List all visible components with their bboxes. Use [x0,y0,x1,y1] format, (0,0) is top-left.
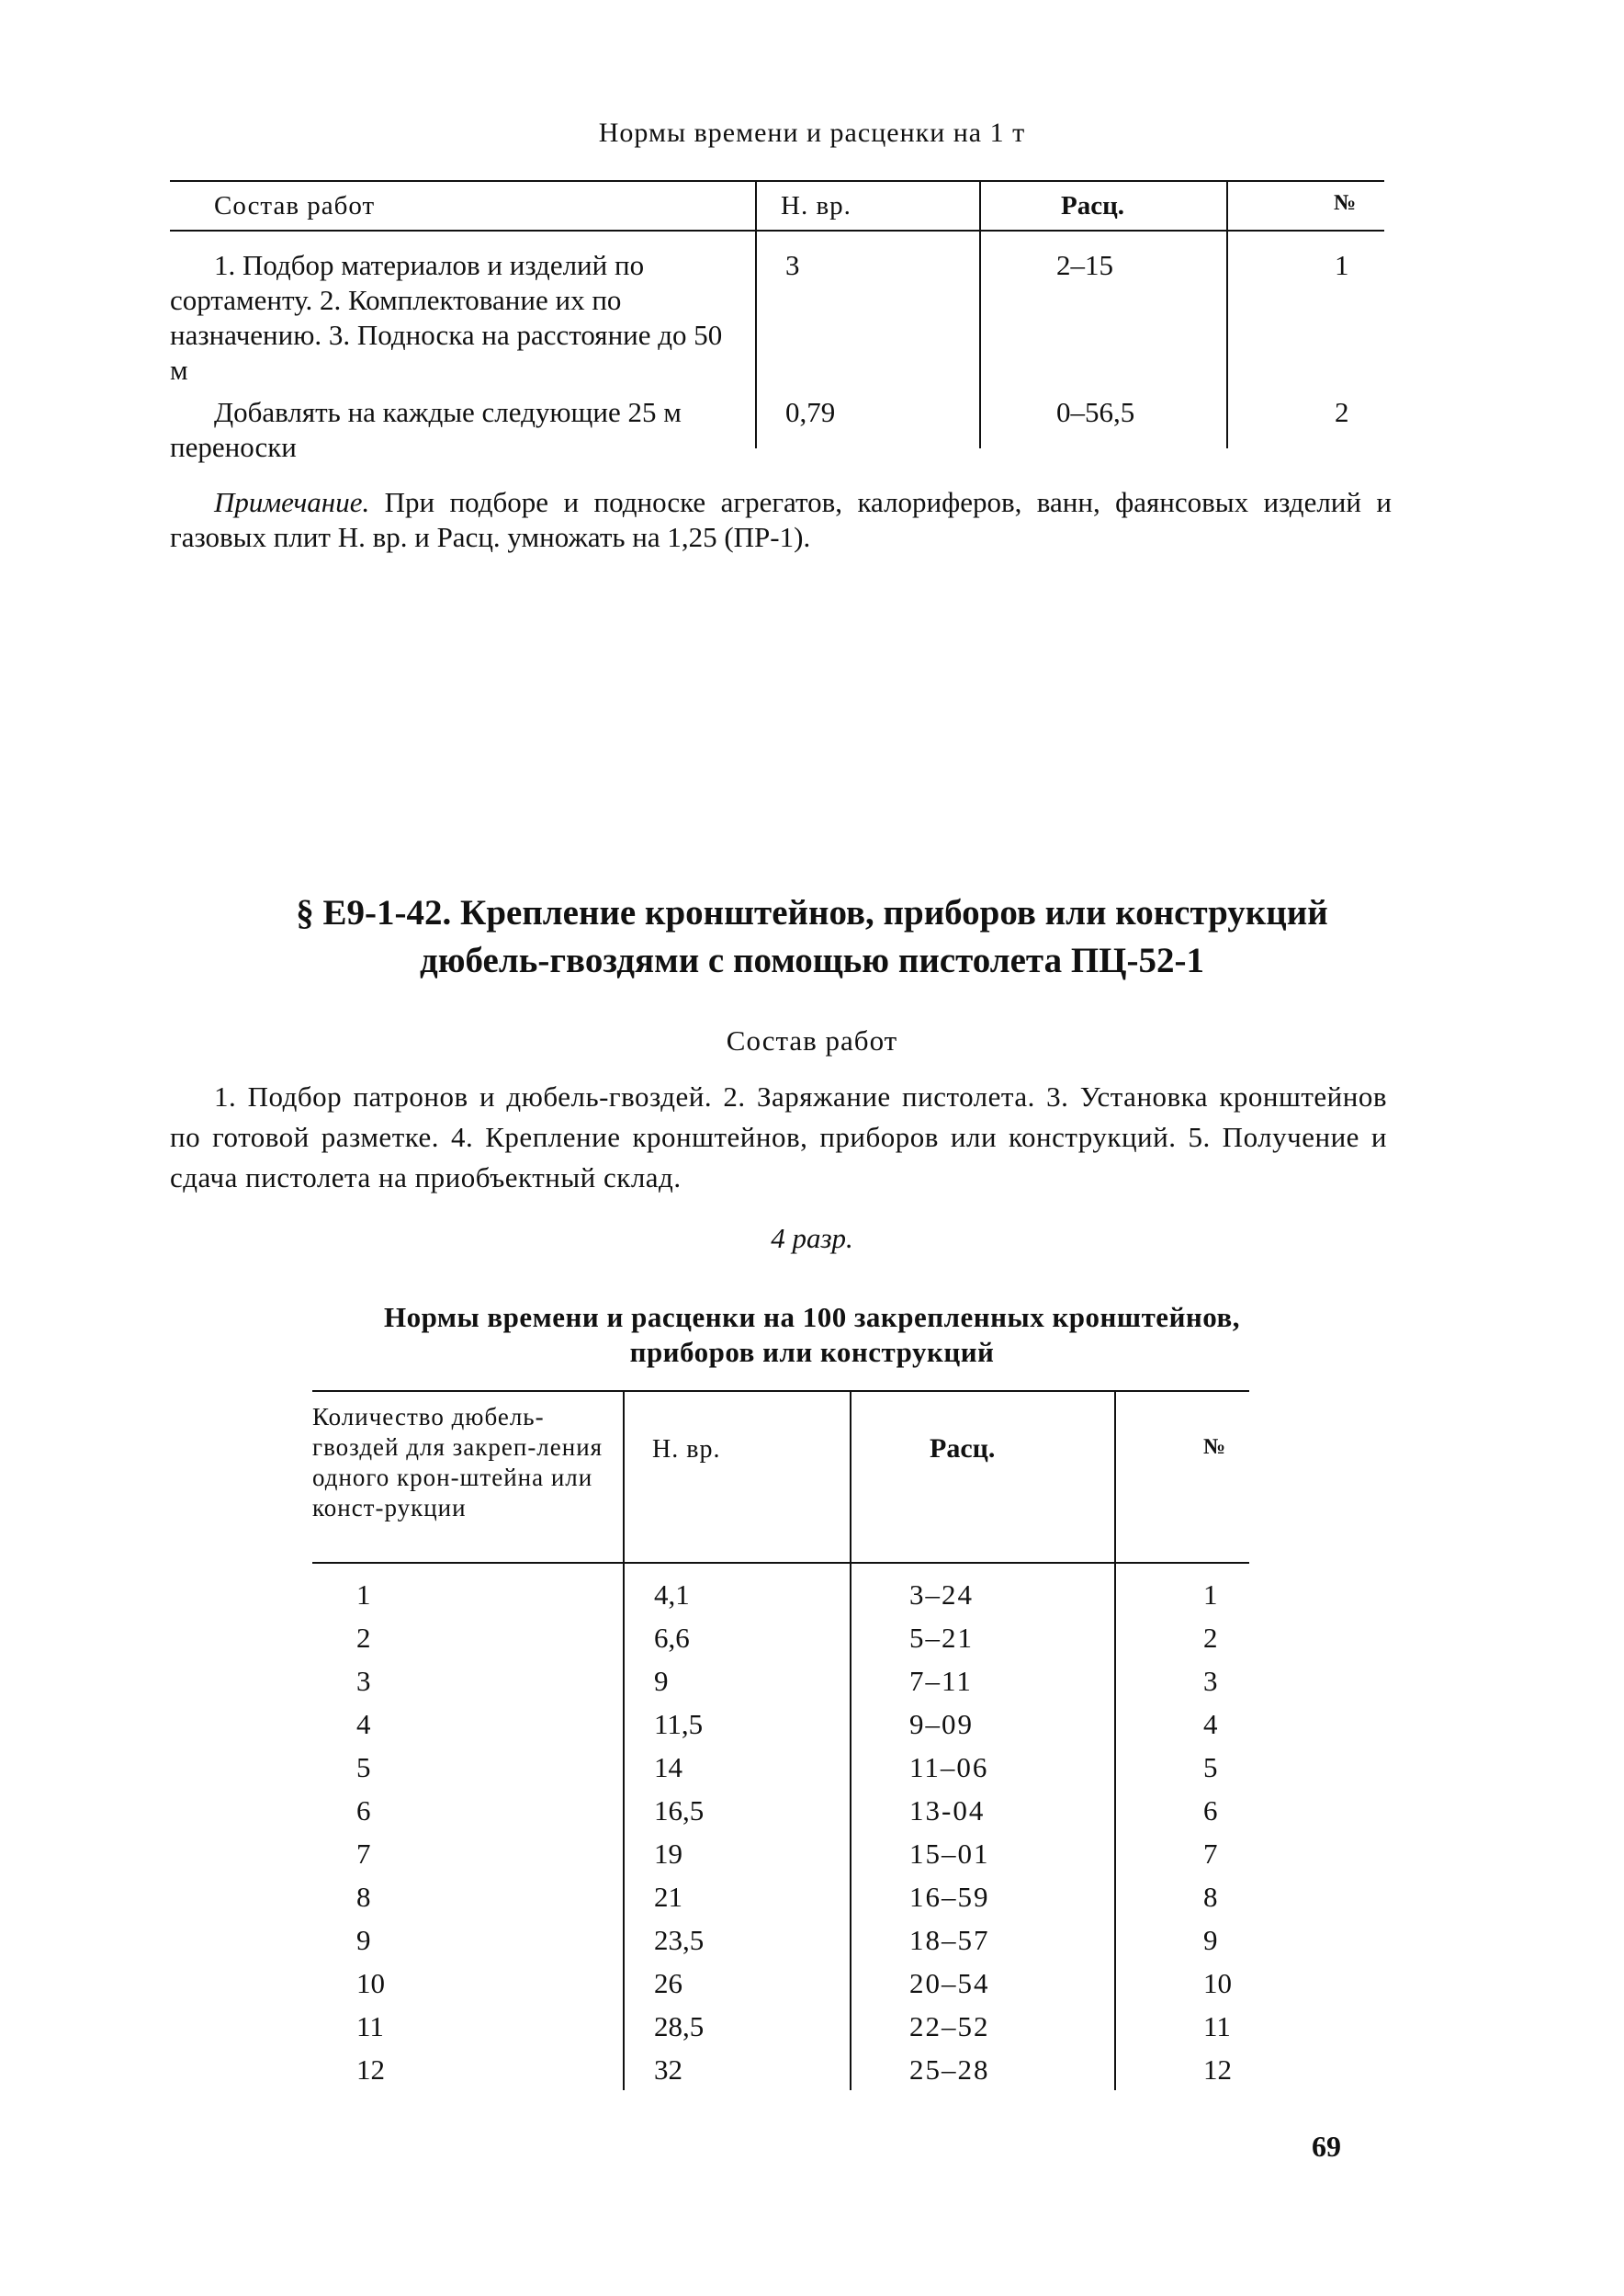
section-title-line2: дюбель-гвоздями с помощью пистолета ПЦ-52-1 [420,941,1204,980]
table2-caption-line1: Нормы времени и расценки на 100 закрепленных кронштейнов, [383,1301,1241,1333]
cell-rate: 20–54 [909,1967,990,1999]
table-row [0,2053,1624,2097]
table1-top-rule [170,180,1384,182]
table1-header-time: Н. вр. [781,191,851,221]
table-row [0,1578,1624,1622]
table1-divider [1226,182,1228,448]
cell-num: 10 [1203,1967,1232,1999]
table1-row1-num: 1 [1335,249,1349,281]
cell-rate: 25–28 [909,2053,990,2086]
cell-rate: 18–57 [909,1924,990,1956]
table1-header-rate: Расц. [1061,191,1125,221]
cell-time: 4,1 [654,1578,690,1611]
cell-rate: 15–01 [909,1838,990,1870]
cell-time: 23,5 [654,1924,705,1956]
table1-divider [979,182,981,448]
cell-num: 1 [1203,1578,1218,1611]
cell-time: 21 [654,1881,682,1913]
table2-header-rate: Расц. [930,1433,996,1464]
cell-qty: 12 [356,2053,385,2086]
cell-num: 2 [1203,1622,1218,1654]
section-title [0,889,1624,985]
cell-qty: 9 [356,1924,371,1956]
cell-qty: 3 [356,1665,371,1697]
table-row [0,1708,1624,1751]
table2-header-num: № [1203,1435,1226,1459]
table1-caption: Нормы времени и расценки на 1 т [598,118,1026,148]
table-row [0,1924,1624,1967]
table2-header-time: Н. вр. [652,1435,721,1464]
table2-caption-line2: приборов или конструкций [629,1336,995,1368]
section-title-line1: § Е9-1-42. Крепление кронштейнов, приборов или конструкций [296,893,1328,933]
table1-row2-num: 2 [1335,396,1349,428]
table1-row1-rate: 2–15 [1056,249,1113,281]
cell-qty: 2 [356,1622,371,1654]
table-row [0,1881,1624,1924]
table1-header-work: Состав работ [214,191,376,221]
cell-time: 32 [654,2053,682,2086]
cell-time: 11,5 [654,1708,704,1740]
section-body: 1. Подбор патронов и дюбель-гвоздей. 2. Заряжание пистолета. 3. Установка кронштейнов по готовой разметке. 4. Крепление кронштейнов, приборов или конструкций. 5. Получение и сдача пистолета на приобъектный склад. [170,1080,1387,1193]
cell-time: 26 [654,1967,682,1999]
table-row [0,1622,1624,1665]
cell-rate: 5–21 [909,1622,974,1654]
cell-num: 12 [1203,2053,1232,2086]
cell-time: 16,5 [654,1794,705,1827]
cell-time: 28,5 [654,2010,705,2042]
table-row [0,1665,1624,1708]
cell-qty: 6 [356,1794,371,1827]
cell-rate: 13-04 [909,1794,986,1827]
table-row [0,1838,1624,1881]
cell-qty: 10 [356,1967,385,1999]
cell-rate: 16–59 [909,1881,990,1913]
section-grade: 4 разр. [771,1222,853,1254]
table-row [0,1751,1624,1794]
table1-row2-rate: 0–56,5 [1056,396,1135,428]
cell-qty: 8 [356,1881,371,1913]
cell-num: 4 [1203,1708,1218,1740]
table1-row2-description: Добавлять на каждые следующие 25 м переноски [170,396,682,463]
table2-top-rule [312,1390,1249,1392]
cell-time: 9 [654,1665,669,1697]
cell-qty: 7 [356,1838,371,1870]
cell-num: 6 [1203,1794,1218,1827]
cell-time: 19 [654,1838,682,1870]
cell-qty: 4 [356,1708,371,1740]
table2-header-rule [312,1562,1249,1564]
table1-row1-description: 1. Подбор материалов и изделий по сортаменту. 2. Комплектование их по назначению. 3. Подноска на расстояние до 50 м [170,249,723,386]
cell-qty: 11 [356,2010,384,2042]
table1-divider [755,182,757,448]
cell-time: 14 [654,1751,682,1783]
cell-rate: 7–11 [909,1665,973,1697]
note-text: При подборе и подноске агрегатов, калориферов, ванн, фаянсовых изделий и газовых плит Н. вр. и Расц. умножать на 1,25 (ПР-1). [170,486,1392,553]
table1-note [170,485,1392,555]
table1-row1-time: 3 [785,249,800,281]
note-label: Примечание. [214,486,370,518]
cell-num: 5 [1203,1751,1218,1783]
table-row [0,1967,1624,2010]
cell-rate: 9–09 [909,1708,974,1740]
cell-qty: 1 [356,1578,371,1611]
cell-time: 6,6 [654,1622,690,1654]
table1-header-rule [170,230,1384,232]
table1-row2-time: 0,79 [785,396,836,428]
table-row [0,1794,1624,1838]
cell-rate: 22–52 [909,2010,990,2042]
table-row [0,2010,1624,2053]
table2-caption [0,1300,1624,1370]
cell-rate: 11–06 [909,1751,989,1783]
table1-header-num: № [1334,191,1357,215]
section-subheading: Состав работ [726,1024,898,1057]
cell-num: 11 [1203,2010,1231,2042]
cell-num: 3 [1203,1665,1218,1697]
cell-rate: 3–24 [909,1578,974,1611]
cell-num: 8 [1203,1881,1218,1913]
page-number: 69 [1312,2130,1341,2163]
cell-qty: 5 [356,1751,371,1783]
cell-num: 9 [1203,1924,1218,1956]
cell-num: 7 [1203,1838,1218,1870]
table2-header-qty: Количество дюбель-гвоздей для закреп-ления одного крон-штейна или конст-рукции [312,1403,603,1521]
